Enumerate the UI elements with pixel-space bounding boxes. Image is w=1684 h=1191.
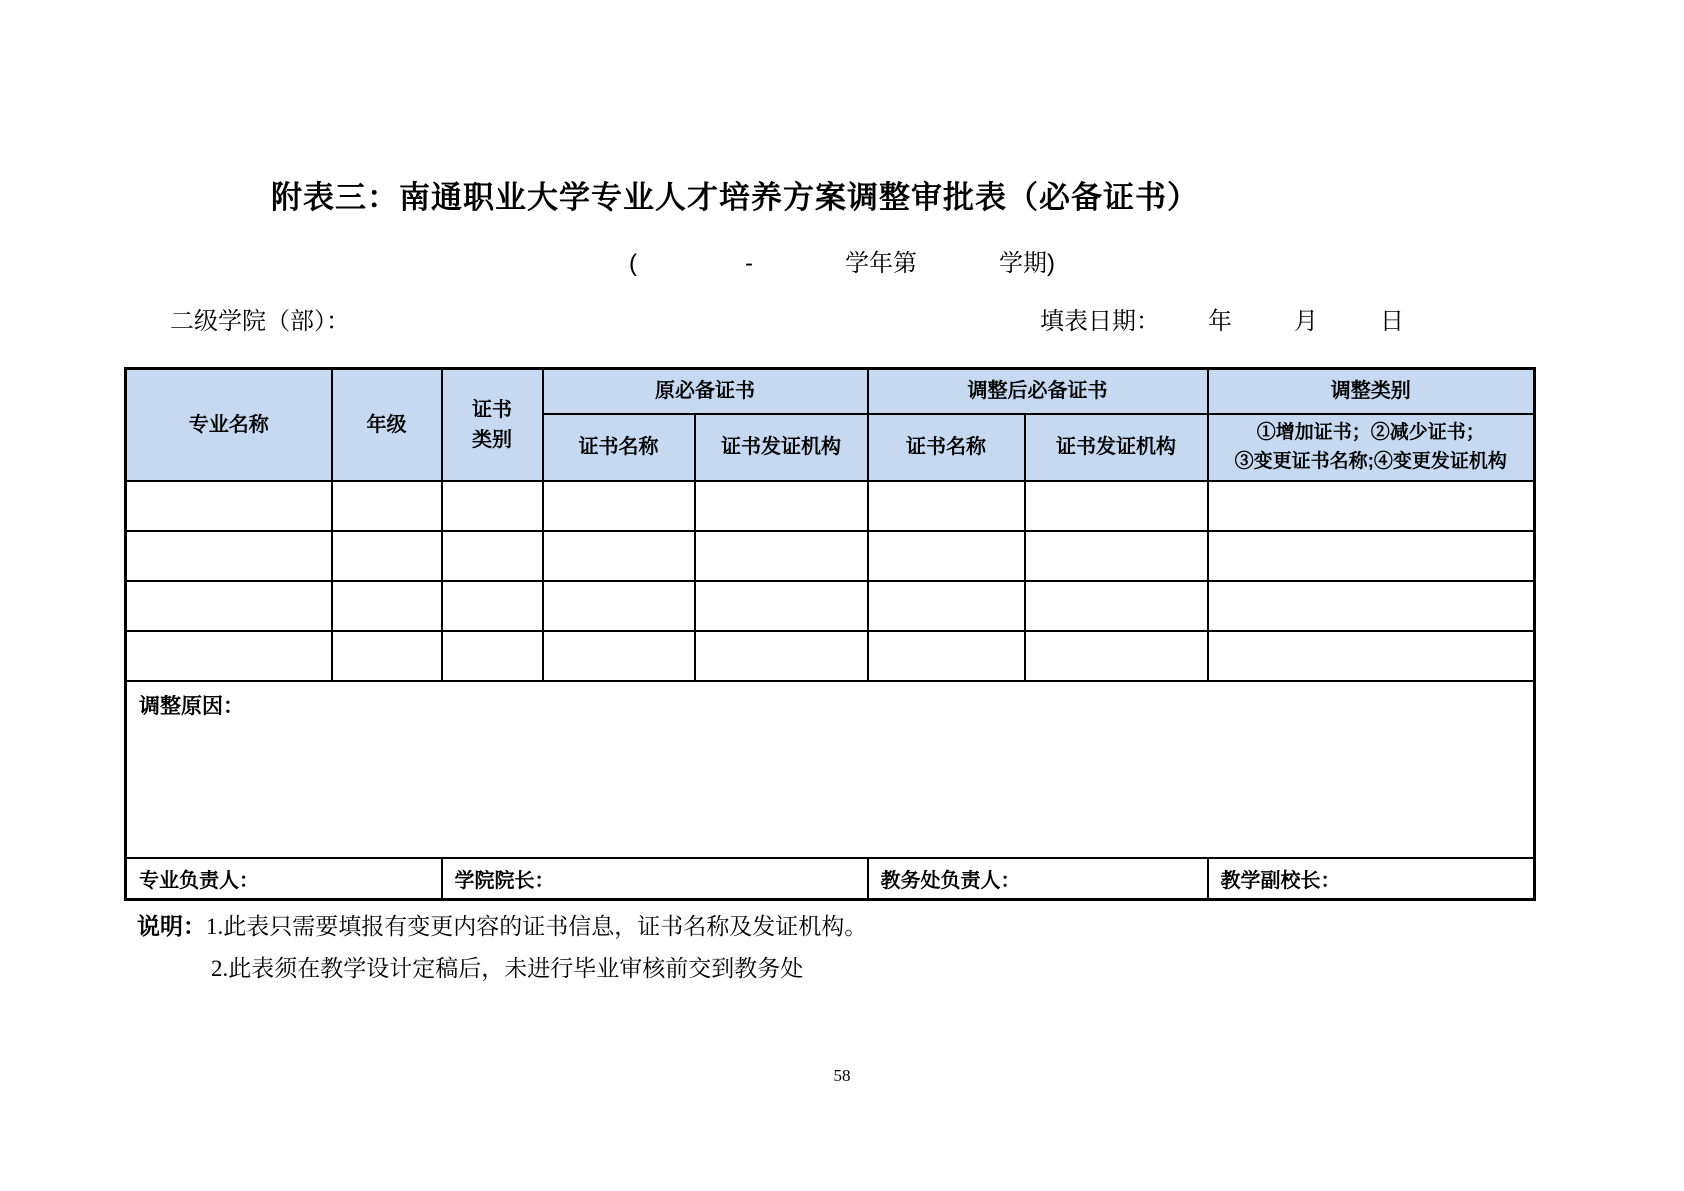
empty-data-cell bbox=[543, 581, 695, 631]
empty-data-cell bbox=[695, 481, 868, 531]
approval-table bbox=[124, 367, 1536, 901]
header-major: 专业名称 bbox=[126, 369, 332, 481]
empty-data-cell bbox=[543, 531, 695, 581]
subtitle-academic-year-label: 学年第 bbox=[845, 250, 917, 277]
subtitle-term-label: 学期) bbox=[999, 250, 1055, 277]
signature-dean: 学院院长： bbox=[442, 858, 868, 900]
empty-data-cell bbox=[442, 531, 543, 581]
empty-data-cell bbox=[695, 531, 868, 581]
empty-data-cell bbox=[442, 481, 543, 531]
empty-data-cell bbox=[1208, 631, 1535, 681]
date-day-label: 日 bbox=[1380, 308, 1404, 335]
empty-data-cell bbox=[543, 631, 695, 681]
empty-data-cell bbox=[1208, 531, 1535, 581]
fill-date-label: 填表日期： bbox=[1040, 308, 1160, 335]
header-cert-issuer-adjusted: 证书发证机构 bbox=[1025, 414, 1208, 481]
date-month-label: 月 bbox=[1294, 308, 1318, 335]
subtitle-open-paren: ( bbox=[629, 250, 637, 277]
fill-date-row bbox=[1040, 301, 1404, 336]
empty-data-cell bbox=[868, 531, 1025, 581]
empty-data-cell bbox=[695, 631, 868, 681]
date-year-label: 年 bbox=[1208, 308, 1232, 335]
empty-data-cell bbox=[442, 631, 543, 681]
signature-row bbox=[126, 858, 1535, 900]
header-adjust-note-line1: ①增加证书；②减少证书； bbox=[1256, 421, 1485, 443]
empty-data-cell bbox=[868, 631, 1025, 681]
empty-data-cell bbox=[332, 631, 442, 681]
signature-major-lead: 专业负责人： bbox=[126, 858, 442, 900]
page-subtitle bbox=[0, 243, 1684, 278]
header-cert-name-adjusted: 证书名称 bbox=[868, 414, 1025, 481]
reason-row bbox=[126, 681, 1535, 858]
empty-data-cell bbox=[543, 481, 695, 531]
empty-data-cell bbox=[1208, 481, 1535, 531]
header-cert-type bbox=[442, 369, 543, 481]
reason-cell bbox=[126, 681, 1535, 858]
header-cert-type-line2: 类别 bbox=[472, 428, 512, 451]
empty-data-cell bbox=[126, 531, 332, 581]
empty-data-cell bbox=[442, 581, 543, 631]
empty-data-cell bbox=[1025, 481, 1208, 531]
table-row bbox=[126, 581, 1535, 631]
empty-data-cell bbox=[332, 581, 442, 631]
empty-data-cell bbox=[126, 631, 332, 681]
signature-academic-affairs: 教务处负责人： bbox=[868, 858, 1208, 900]
header-adjusted-group: 调整后必备证书 bbox=[868, 369, 1208, 414]
empty-data-cell bbox=[1025, 531, 1208, 581]
empty-data-cell bbox=[695, 581, 868, 631]
header-cert-issuer-original: 证书发证机构 bbox=[695, 414, 868, 481]
note-line-1-row bbox=[137, 906, 867, 948]
header-cert-name-original: 证书名称 bbox=[543, 414, 695, 481]
note-line-2: 2.此表须在教学设计定稿后，未进行毕业审核前交到教务处 bbox=[211, 955, 804, 981]
notes-block bbox=[137, 906, 867, 990]
empty-data-cell bbox=[1025, 581, 1208, 631]
note-line-1: 1.此表只需要填报有变更内容的证书信息，证书名称及发证机构。 bbox=[206, 914, 868, 939]
table-row bbox=[126, 631, 1535, 681]
table-row bbox=[126, 531, 1535, 581]
header-original-group: 原必备证书 bbox=[543, 369, 868, 414]
table-row bbox=[126, 481, 1535, 531]
empty-data-cell bbox=[1208, 581, 1535, 631]
empty-data-cell bbox=[868, 481, 1025, 531]
college-label: 二级学院（部）： bbox=[170, 308, 350, 335]
header-adjust-category: 调整类别 bbox=[1208, 369, 1535, 414]
empty-data-cell bbox=[1025, 631, 1208, 681]
header-cert-type-line1: 证书 bbox=[472, 398, 512, 421]
header-adjust-note-line2: ③变更证书名称;④变更发证机构 bbox=[1234, 451, 1507, 472]
signature-vice-president: 教学副校长： bbox=[1208, 858, 1535, 900]
empty-data-cell bbox=[332, 531, 442, 581]
empty-data-cell bbox=[868, 581, 1025, 631]
header-adjust-note bbox=[1208, 414, 1535, 481]
empty-data-cell bbox=[126, 581, 332, 631]
header-grade: 年级 bbox=[332, 369, 442, 481]
notes-label: 说明： bbox=[137, 914, 206, 939]
page-number: 58 bbox=[833, 1066, 851, 1085]
empty-data-cell bbox=[332, 481, 442, 531]
subtitle-dash: - bbox=[745, 250, 753, 277]
reason-label: 调整原因： bbox=[139, 693, 244, 718]
empty-data-cell bbox=[126, 481, 332, 531]
page-title: 附表三：南通职业大学专业人才培养方案调整审批表（必备证书） bbox=[271, 180, 1199, 215]
